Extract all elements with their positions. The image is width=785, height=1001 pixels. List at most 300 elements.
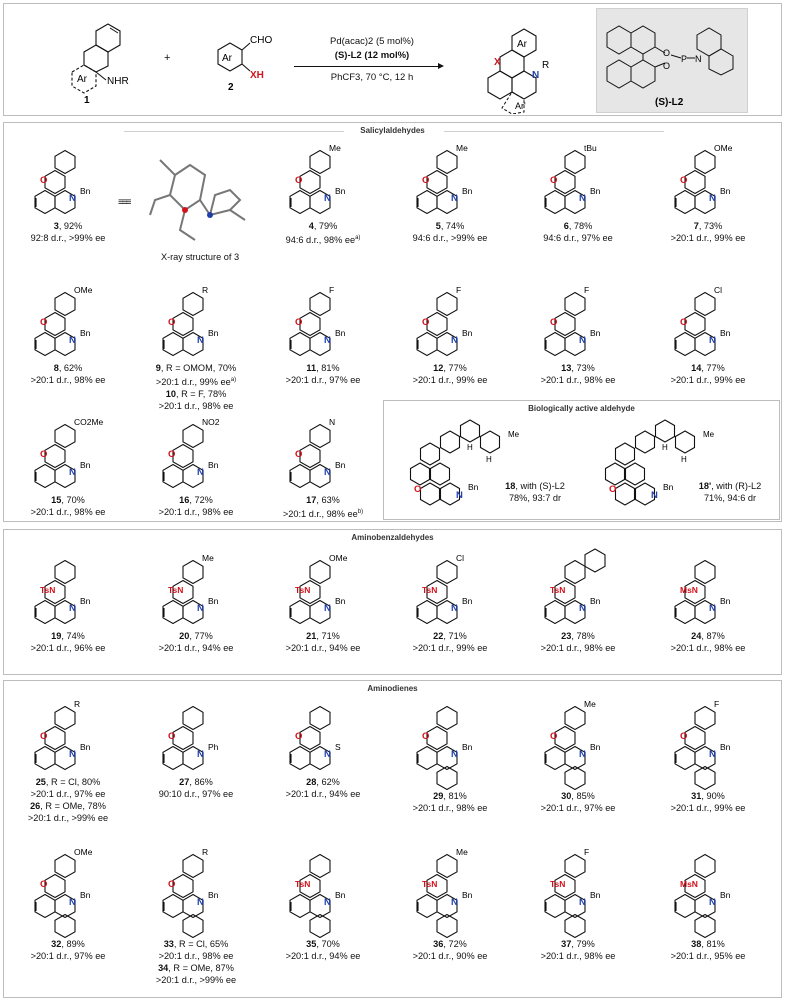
hydrogen-label: H	[681, 455, 687, 464]
ligand-n: N	[695, 54, 702, 64]
nitrogen-label: N	[69, 749, 76, 760]
compound-11-yield: 11, 81%	[306, 363, 340, 373]
nitrogen-label: N	[709, 335, 716, 346]
nitrogen-label: N	[197, 603, 204, 614]
compound-4-structure	[268, 138, 378, 220]
nitrogen-label: N	[324, 193, 331, 204]
heteroatom-label: O	[550, 175, 558, 186]
heteroatom-label: TsN	[422, 879, 438, 889]
compound-22-selectivity: >20:1 d.r., 99% ee	[412, 643, 488, 653]
condition-line-1: Pd(acac)2 (5 mol%)	[330, 36, 414, 47]
compound-20-structure	[141, 548, 251, 630]
n-substituent-label: Bn	[80, 742, 91, 752]
compound-14-selectivity: >20:1 d.r., 99% ee	[670, 375, 746, 385]
nitrogen-label: N	[709, 603, 716, 614]
heteroatom-label: O	[40, 449, 48, 460]
compound-14-structure	[653, 280, 763, 362]
n-substituent-label: Bn	[208, 596, 219, 606]
nitrogen-label: N	[69, 335, 76, 346]
compound-6-selectivity: 94:6 d.r., 97% ee	[543, 233, 613, 243]
compound-38-selectivity: >20:1 d.r., 95% ee	[670, 951, 746, 961]
compound-32-selectivity: >20:1 d.r., 97% ee	[30, 951, 106, 961]
compound-37-structure	[523, 842, 633, 938]
section-title-aminobenzaldehydes: Aminobenzaldehydes	[351, 533, 434, 542]
n-substituent-label: Bn	[335, 596, 346, 606]
nitrogen-label: N	[451, 603, 458, 614]
substituent-label: F	[584, 847, 590, 857]
nitrogen-label: N	[69, 467, 76, 478]
compound-24-selectivity: >20:1 d.r., 98% ee	[670, 643, 746, 653]
compound-17-structure	[268, 412, 378, 494]
compound-6-yield: 6, 78%	[563, 221, 593, 231]
compound-10-selectivity: >20:1 d.r., 98% ee	[158, 401, 234, 412]
compound-35-yield: 35, 70%	[306, 939, 340, 949]
heteroatom-label: O	[40, 317, 48, 328]
compound-32	[8, 842, 128, 962]
compound-5-yield: 5, 74%	[435, 221, 465, 231]
compound-19-yield: 19, 74%	[51, 631, 85, 641]
heteroatom-label: O	[295, 175, 303, 186]
compound-21	[263, 548, 383, 654]
condition-line-2: (S)-L2 (12 mol%)	[334, 50, 410, 61]
compound-4	[263, 138, 383, 246]
substituent-label: R	[202, 285, 209, 295]
heteroatom-label: MsN	[680, 879, 698, 889]
compound-17	[263, 412, 383, 520]
substituent-label: F	[456, 285, 462, 295]
reactant-2-cho: CHO	[250, 35, 273, 46]
nitrogen-label: N	[451, 335, 458, 346]
xray-equivalence: ≡≡≡	[118, 197, 130, 208]
nitrogen-label: N	[579, 335, 586, 346]
compound-18'-caption: 18', with (R)-L2 71%, 94:6 dr	[698, 481, 762, 503]
compound-35-selectivity: >20:1 d.r., 94% ee	[285, 951, 361, 961]
compound-36-yield: 36, 72%	[433, 939, 467, 949]
heteroatom-label: O	[680, 175, 688, 186]
substituent-label: OMe	[329, 553, 348, 563]
compound-7-structure	[653, 138, 763, 220]
compound-35	[263, 842, 383, 962]
nitrogen-label: N	[197, 467, 204, 478]
compound-15-selectivity: >20:1 d.r., 98% ee	[30, 507, 106, 517]
compound-13	[518, 280, 638, 386]
oxygen-label: O	[414, 484, 422, 495]
substituent-label: OMe	[74, 847, 93, 857]
hydrogen-label: H	[486, 455, 492, 464]
compound-25	[8, 694, 128, 824]
ligand-p: P	[681, 54, 688, 64]
compound-15-structure	[13, 412, 123, 494]
section-title-aminodienes: Aminodienes	[367, 684, 418, 693]
nitrogen-label: N	[709, 749, 716, 760]
section-rule-right	[444, 131, 664, 132]
compound-31-yield: 31, 90%	[691, 791, 725, 801]
reactant-1-amine: NHR	[107, 76, 129, 87]
compound-23	[518, 548, 638, 654]
reaction-arrow	[294, 66, 442, 67]
nitrogen-label: N	[451, 193, 458, 204]
methyl-label: Me	[508, 430, 520, 439]
ligand-structure	[597, 9, 747, 112]
nitrogen-label: N	[579, 749, 586, 760]
compound-3-selectivity: 92:8 d.r., >99% ee	[30, 233, 106, 243]
compound-12-yield: 12, 77%	[433, 363, 467, 373]
compound-8-structure	[13, 280, 123, 362]
compound-3-yield: 3, 92%	[53, 221, 83, 231]
compound-15	[8, 412, 128, 518]
compound-7-yield: 7, 73%	[693, 221, 723, 231]
heteroatom-label: TsN	[422, 585, 438, 595]
compound-13-structure	[523, 280, 633, 362]
compound-7	[648, 138, 768, 244]
compound-8-yield: 8, 62%	[53, 363, 83, 373]
n-substituent-label: Bn	[80, 328, 91, 338]
n-substituent-label: Bn	[720, 742, 731, 752]
product-ar2: Ar'	[515, 101, 526, 111]
compound-30-structure	[523, 694, 633, 790]
heteroatom-label: TsN	[168, 585, 184, 595]
heteroatom-label: O	[550, 317, 558, 328]
n-substituent-label: Bn	[590, 742, 601, 752]
substituent-label: CO2Me	[74, 417, 104, 427]
ligand-o2: O	[663, 61, 671, 71]
compound-23-selectivity: >20:1 d.r., 98% ee	[540, 643, 616, 653]
heteroatom-label: O	[40, 175, 48, 186]
substituent-label: Me	[202, 553, 214, 563]
compound-33-yield: 33, R = Cl, 65%	[163, 939, 229, 949]
compound-27	[136, 694, 256, 800]
compound-5-selectivity: 94:6 d.r., >99% ee	[412, 233, 488, 243]
nitrogen-label: N	[324, 749, 331, 760]
compound-27-yield: 27, 86%	[179, 777, 213, 787]
substituent-label: Me	[584, 699, 596, 709]
compound-15-yield: 15, 70%	[51, 495, 85, 505]
nitrogen-label: N	[197, 897, 204, 908]
hydrogen-label: H	[662, 443, 668, 452]
heteroatom-label: TsN	[40, 585, 56, 595]
compound-5-structure	[395, 138, 505, 220]
heteroatom-label: MsN	[680, 585, 698, 595]
product-n: N	[532, 70, 540, 81]
compound-20	[136, 548, 256, 654]
compound-38-structure	[653, 842, 763, 938]
n-substituent-label: Bn	[462, 742, 473, 752]
nitrogen-label: N	[197, 749, 204, 760]
heteroatom-label: O	[40, 879, 48, 890]
compound-19	[8, 548, 128, 654]
compound-36	[390, 842, 510, 962]
substituent-label: F	[329, 285, 335, 295]
compound-36-structure	[395, 842, 505, 938]
compound-24-yield: 24, 87%	[691, 631, 725, 641]
compound-9-structure	[141, 280, 251, 362]
compound-20-selectivity: >20:1 d.r., 94% ee	[158, 643, 234, 653]
compound-33	[136, 842, 256, 986]
n-substituent-label: Bn	[720, 596, 731, 606]
compound-30	[518, 694, 638, 814]
nitrogen-label: N	[579, 897, 586, 908]
ligand-box	[596, 8, 748, 113]
compound-17-yield: 17, 63%	[306, 495, 340, 505]
nitrogen-label: N	[324, 603, 331, 614]
compound-29-yield: 29, 81%	[433, 791, 467, 801]
n-substituent-label: Bn	[462, 596, 473, 606]
compound-26-selectivity: >20:1 d.r., >99% ee	[27, 813, 109, 823]
compound-28-selectivity: >20:1 d.r., 94% ee	[285, 789, 361, 799]
heteroatom-label: O	[168, 879, 176, 890]
n-substituent-label: Bn	[462, 328, 473, 338]
n-substituent-label: Bn	[462, 890, 473, 900]
n-substituent-label: Bn	[335, 186, 346, 196]
compound-25-yield: 25, R = Cl, 80%	[35, 777, 101, 787]
compound-8-selectivity: >20:1 d.r., 98% ee	[30, 375, 106, 385]
compound-16-yield: 16, 72%	[179, 495, 213, 505]
compound-16	[136, 412, 256, 518]
compound-9-selectivity: >20:1 d.r., 99% $ee^{a)}$	[155, 377, 237, 388]
compound-13-yield: 13, 73%	[561, 363, 595, 373]
compound-16-selectivity: >20:1 d.r., 98% ee	[158, 507, 234, 517]
n-substituent-label: Bn	[80, 186, 91, 196]
reactant-2-structure	[194, 10, 284, 105]
compound-32-yield: 32, 89%	[51, 939, 85, 949]
nitrogen-label: N	[451, 897, 458, 908]
reactant-1-id: 1	[84, 95, 90, 105]
compound-14	[648, 280, 768, 386]
n-substituent-label: Bn	[335, 460, 346, 470]
heteroatom-label: TsN	[550, 585, 566, 595]
heteroatom-label: O	[295, 731, 303, 742]
nitrogen-label: N	[324, 335, 331, 346]
benzyl-label: Bn	[468, 482, 479, 492]
n-substituent-label: Bn	[590, 186, 601, 196]
substituent-label: OMe	[74, 285, 93, 295]
substituent-label: R	[74, 699, 81, 709]
substituent-label: F	[714, 699, 720, 709]
compound-23-structure	[523, 548, 633, 630]
reaction-arrow-head	[438, 63, 444, 69]
compound-6	[518, 138, 638, 244]
compound-27-structure	[141, 694, 251, 776]
compound-14-yield: 14, 77%	[691, 363, 725, 373]
compound-11-selectivity: >20:1 d.r., 97% ee	[285, 375, 361, 385]
compound-33-selectivity: >20:1 d.r., 98% ee	[158, 951, 234, 961]
hydrogen-label: H	[467, 443, 473, 452]
product-r: R	[542, 60, 550, 71]
heteroatom-label: O	[422, 731, 430, 742]
compound-11	[263, 280, 383, 386]
xray-caption: X-ray structure of 3	[160, 252, 240, 262]
compound-23-yield: 23, 78%	[561, 631, 595, 641]
compound-30-selectivity: >20:1 d.r., 97% ee	[540, 803, 616, 813]
compound-9-yield: 9, R = OMOM, 70%	[155, 363, 237, 373]
compound-24	[648, 548, 768, 654]
nitrogen-label: N	[451, 749, 458, 760]
compound-3	[8, 138, 128, 244]
compound-29-selectivity: >20:1 d.r., 98% ee	[412, 803, 488, 813]
nitrogen-label: N	[324, 897, 331, 908]
reactant-1-ring: Ar	[77, 74, 87, 85]
substituent-label: NO2	[202, 417, 220, 427]
heteroatom-label: TsN	[295, 585, 311, 595]
nitrogen-label: N	[709, 897, 716, 908]
compound-24-structure	[653, 548, 763, 630]
compound-29	[390, 694, 510, 814]
n-substituent-label: Bn	[335, 328, 346, 338]
oxygen-label: O	[609, 484, 617, 495]
substituent-label: Cl	[456, 553, 465, 563]
n-substituent-label: Bn	[208, 328, 219, 338]
nitrogen-label: N	[651, 490, 658, 501]
compound-38	[648, 842, 768, 962]
heteroatom-label: O	[168, 317, 176, 328]
heteroatom-label: O	[550, 731, 558, 742]
n-substituent-label: Bn	[720, 186, 731, 196]
compound-13-selectivity: >20:1 d.r., 98% ee	[540, 375, 616, 385]
reactant-1-structure	[44, 10, 154, 105]
compound-29-structure	[395, 694, 505, 790]
n-substituent-label: Bn	[720, 328, 731, 338]
compound-27-selectivity: 90:10 d.r., 97% ee	[158, 789, 234, 799]
nitrogen-label: N	[579, 603, 586, 614]
compound-37-selectivity: >20:1 d.r., 98% ee	[540, 951, 616, 961]
substituent-label: tBu	[584, 143, 597, 153]
compound-11-structure	[268, 280, 378, 362]
substituent-label: OMe	[714, 143, 733, 153]
compound-4-selectivity: 94:6 d.r., 98% $ee^{a)}$	[285, 235, 361, 246]
compound-22-yield: 22, 71%	[433, 631, 467, 641]
compound-33-structure	[141, 842, 251, 938]
n-substituent-label: Bn	[80, 460, 91, 470]
scheme-header-panel	[3, 3, 782, 116]
compound-31	[648, 694, 768, 814]
compound-21-structure	[268, 548, 378, 630]
n-substituent-label: Bn	[335, 890, 346, 900]
product-ar: Ar	[517, 39, 527, 50]
compound-3-structure	[13, 138, 123, 220]
compound-12-selectivity: >20:1 d.r., 99% ee	[412, 375, 488, 385]
compound-10-yield: 10, R = F, 78%	[165, 389, 227, 400]
compound-25-selectivity: >20:1 d.r., 97% ee	[30, 789, 106, 799]
compound-31-selectivity: >20:1 d.r., 99% ee	[670, 803, 746, 813]
heteroatom-label: O	[422, 175, 430, 186]
compound-7-selectivity: >20:1 d.r., 99% ee	[670, 233, 746, 243]
compound-20-yield: 20, 77%	[179, 631, 213, 641]
heteroatom-label: O	[680, 317, 688, 328]
n-substituent-label: Bn	[720, 890, 731, 900]
compound-37-yield: 37, 79%	[561, 939, 595, 949]
compound-32-structure	[13, 842, 123, 938]
n-substituent-label: Bn	[590, 890, 601, 900]
compound-4-yield: 4, 79%	[308, 221, 338, 231]
n-substituent-label: Bn	[80, 890, 91, 900]
n-substituent-label: Bn	[208, 890, 219, 900]
heteroatom-label: O	[40, 731, 48, 742]
plus-sign: +	[164, 52, 171, 64]
substituent-label: R	[202, 847, 209, 857]
compound-17-selectivity: >20:1 d.r., 98% $ee^{b)}$	[282, 509, 364, 520]
nitrogen-label: N	[69, 897, 76, 908]
substituent-label: Cl	[714, 285, 723, 295]
section-title-salicylaldehydes: Salicylaldehydes	[360, 126, 425, 135]
reactant-2-id: 2	[228, 82, 234, 93]
compound-21-selectivity: >20:1 d.r., 94% ee	[285, 643, 361, 653]
compound-34-selectivity: >20:1 d.r., >99% ee	[155, 975, 237, 985]
n-substituent-label: Bn	[462, 186, 473, 196]
heteroatom-label: O	[422, 317, 430, 328]
compound-26-yield: 26, R = OMe, 78%	[30, 801, 106, 811]
compound-25-structure	[13, 694, 123, 776]
compound-22-structure	[395, 548, 505, 630]
compound-16-structure	[141, 412, 251, 494]
heteroatom-label: TsN	[295, 879, 311, 889]
reactant-2-ring: Ar	[222, 53, 232, 64]
reactant-2-xh: XH	[250, 70, 264, 81]
n-substituent-label: S	[335, 742, 341, 752]
nitrogen-label: N	[324, 467, 331, 478]
substituent-label: Me	[329, 143, 341, 153]
compound-12-structure	[395, 280, 505, 362]
n-substituent-label: Bn	[590, 596, 601, 606]
n-substituent-label: Ph	[208, 742, 219, 752]
substituent-label: N	[329, 417, 336, 427]
heteroatom-label: O	[680, 731, 688, 742]
compound-9	[136, 280, 256, 412]
n-substituent-label: Bn	[208, 460, 219, 470]
compound-8	[8, 280, 128, 386]
nitrogen-label: N	[197, 335, 204, 346]
nitrogen-label: N	[69, 193, 76, 204]
ligand-o1: O	[663, 48, 671, 58]
compound-28-yield: 28, 62%	[306, 777, 340, 787]
compound-21-yield: 21, 71%	[306, 631, 340, 641]
nitrogen-label: N	[69, 603, 76, 614]
nitrogen-label: N	[456, 490, 463, 501]
n-substituent-label: Bn	[590, 328, 601, 338]
ligand-label: (S)-L2	[655, 97, 684, 108]
benzyl-label: Bn	[663, 482, 674, 492]
substituent-label: F	[584, 285, 590, 295]
compound-22	[390, 548, 510, 654]
nitrogen-label: N	[709, 193, 716, 204]
compound-19-structure	[13, 548, 123, 630]
methyl-label: Me	[703, 430, 715, 439]
product-general-structure	[460, 8, 590, 114]
heteroatom-label: O	[295, 317, 303, 328]
substituent-label: Me	[456, 143, 468, 153]
condition-line-3: PhCF3, 70 °C, 12 h	[330, 72, 414, 83]
n-substituent-label: Bn	[80, 596, 91, 606]
compound-6-structure	[523, 138, 633, 220]
compound-30-yield: 30, 85%	[561, 791, 595, 801]
substituent-label: Me	[456, 847, 468, 857]
nitrogen-label: N	[579, 193, 586, 204]
heteroatom-label: TsN	[550, 879, 566, 889]
product-x: X	[494, 57, 501, 68]
compound-36-selectivity: >20:1 d.r., 90% ee	[412, 951, 488, 961]
section-title-bio: Biologically active aldehyde	[528, 404, 635, 413]
compound-28-structure	[268, 694, 378, 776]
compound-5	[390, 138, 510, 244]
heteroatom-label: O	[168, 449, 176, 460]
compound-37	[518, 842, 638, 962]
heteroatom-label: O	[168, 731, 176, 742]
compound-19-selectivity: >20:1 d.r., 96% ee	[30, 643, 106, 653]
compound-18-caption: 18, with (S)-L2 78%, 93:7 dr	[505, 481, 565, 503]
compound-31-structure	[653, 694, 763, 790]
compound-38-yield: 38, 81%	[691, 939, 725, 949]
xray-structure-image	[140, 140, 260, 245]
compound-34-yield: 34, R = OMe, 87%	[158, 963, 234, 973]
